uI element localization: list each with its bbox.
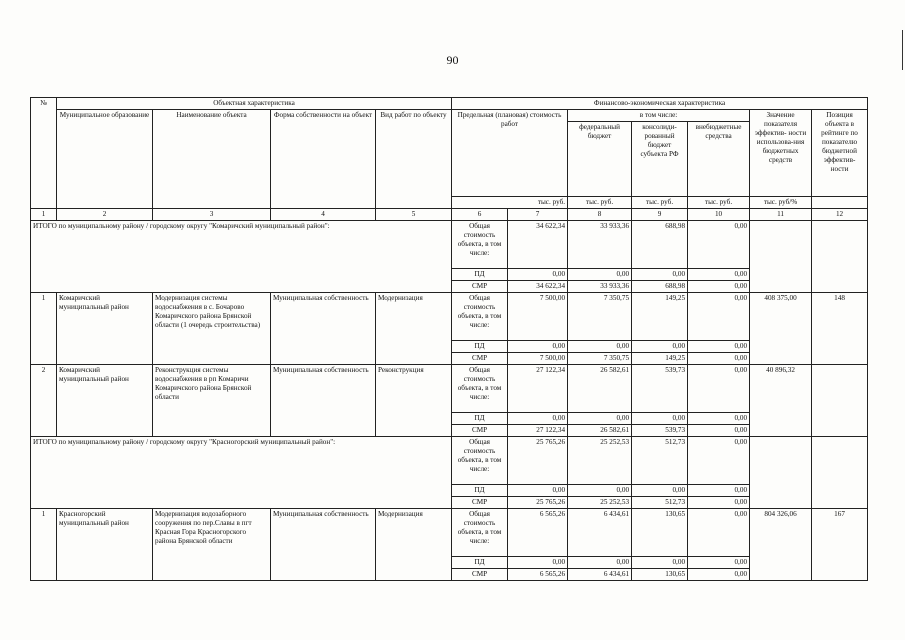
pd-label: ПД bbox=[452, 557, 508, 569]
header-rating: Позиция объекта в рейтинге по показателю бюджетной эффектив- ности bbox=[812, 110, 868, 197]
header-object-characteristics: Объектная характеристика bbox=[57, 98, 452, 110]
amount-cell: 0,00 bbox=[632, 341, 688, 353]
table-row bbox=[31, 365, 868, 413]
amount-cell: 130,65 bbox=[632, 509, 688, 557]
amount-cell: 0,00 bbox=[508, 341, 568, 353]
object-work-type: Реконструкция bbox=[376, 365, 452, 437]
table-row bbox=[31, 437, 868, 485]
header-financial-characteristics: Финансово-экономическая характеристика bbox=[452, 98, 868, 110]
object-number: 1 bbox=[31, 293, 57, 365]
rating-value: 148 bbox=[812, 293, 868, 365]
unit-limit-cost: тыс. руб. bbox=[452, 197, 568, 209]
group-total-label: ИТОГО по муниципальному району / городскому округу "Красногорский муниципальный район": bbox=[31, 437, 452, 509]
col-number: 10 bbox=[688, 209, 750, 221]
amount-cell: 0,00 bbox=[632, 413, 688, 425]
object-municipality: Красногорский муниципальный район bbox=[57, 509, 153, 581]
amount-cell: 26 582,61 bbox=[568, 425, 632, 437]
col-number: 3 bbox=[153, 209, 271, 221]
amount-cell: 0,00 bbox=[632, 269, 688, 281]
header-limit-cost: Предельная (плановая) стоимость работ bbox=[452, 110, 568, 197]
col-number: 6 bbox=[452, 209, 508, 221]
object-number: 1 bbox=[31, 509, 57, 581]
amount-cell: 0,00 bbox=[568, 485, 632, 497]
table-row bbox=[31, 293, 868, 341]
total-cost-label: Общая стоимость объекта, в том числе: bbox=[452, 509, 508, 557]
amount-cell: 0,00 bbox=[688, 497, 750, 509]
amount-cell: 0,00 bbox=[508, 413, 568, 425]
object-work-type: Модернизация bbox=[376, 293, 452, 365]
smr-label: СМР bbox=[452, 353, 508, 365]
table-row bbox=[31, 509, 868, 557]
group-total-label: ИТОГО по муниципальному району / городскому округу "Комаричский муниципальный район": bbox=[31, 221, 452, 293]
amount-cell: 7 350,75 bbox=[568, 293, 632, 341]
rating-cell bbox=[812, 221, 868, 293]
col-number: 8 bbox=[568, 209, 632, 221]
efficiency-value: 408 375,00 bbox=[750, 293, 812, 365]
amount-cell: 7 500,00 bbox=[508, 353, 568, 365]
amount-cell: 130,65 bbox=[632, 569, 688, 581]
amount-cell: 149,25 bbox=[632, 353, 688, 365]
header-num: № bbox=[31, 98, 57, 209]
efficiency-cell bbox=[750, 437, 812, 509]
pd-label: ПД bbox=[452, 341, 508, 353]
smr-label: СМР bbox=[452, 281, 508, 293]
header-efficiency: Значение показателя эффектив- ности использова-ния бюджетных средств bbox=[750, 110, 812, 197]
amount-cell: 0,00 bbox=[688, 509, 750, 557]
amount-cell: 7 350,75 bbox=[568, 353, 632, 365]
unit-extrabudget: тыс. руб. bbox=[688, 197, 750, 209]
unit-efficiency: тыс. руб/% bbox=[750, 197, 812, 209]
amount-cell: 34 622,34 bbox=[508, 281, 568, 293]
amount-cell: 27 122,34 bbox=[508, 425, 568, 437]
amount-cell: 512,73 bbox=[632, 437, 688, 485]
amount-cell: 0,00 bbox=[688, 425, 750, 437]
col-number: 5 bbox=[376, 209, 452, 221]
smr-label: СМР bbox=[452, 497, 508, 509]
header-federal: федеральный бюджет bbox=[568, 122, 632, 197]
amount-cell: 0,00 bbox=[688, 293, 750, 341]
pd-label: ПД bbox=[452, 413, 508, 425]
amount-cell: 33 933,36 bbox=[568, 221, 632, 269]
amount-cell: 0,00 bbox=[568, 269, 632, 281]
amount-cell: 0,00 bbox=[688, 557, 750, 569]
pd-label: ПД bbox=[452, 269, 508, 281]
amount-cell: 0,00 bbox=[508, 557, 568, 569]
page-number: 90 bbox=[446, 53, 459, 67]
amount-cell: 0,00 bbox=[688, 569, 750, 581]
col-number: 9 bbox=[632, 209, 688, 221]
amount-cell: 26 582,61 bbox=[568, 365, 632, 413]
amount-cell: 0,00 bbox=[688, 341, 750, 353]
header-including: в том числе: bbox=[568, 110, 750, 122]
header-consolidated: консолиди- рованный бюджет субъекта РФ bbox=[632, 122, 688, 197]
unit-rating-empty bbox=[812, 197, 868, 209]
amount-cell: 0,00 bbox=[688, 485, 750, 497]
amount-cell: 688,98 bbox=[632, 221, 688, 269]
table-row bbox=[31, 221, 868, 269]
object-work-type: Модернизация bbox=[376, 509, 452, 581]
total-cost-label: Общая стоимость объекта, в том числе: bbox=[452, 293, 508, 341]
object-municipality: Комаричский муниципальный район bbox=[57, 365, 153, 437]
object-name: Модернизация системы водоснабжения в с. Бочарово Комаричского района Брянской области (1 очередь строительства) bbox=[153, 293, 271, 365]
efficiency-value: 804 326,06 bbox=[750, 509, 812, 581]
amount-cell: 6 565,26 bbox=[508, 509, 568, 557]
amount-cell: 0,00 bbox=[632, 557, 688, 569]
margin-rule bbox=[902, 30, 903, 70]
object-ownership: Муниципальная собственность bbox=[271, 293, 376, 365]
amount-cell: 25 765,26 bbox=[508, 437, 568, 485]
header-work-type: Вид работ по объекту bbox=[376, 110, 452, 209]
amount-cell: 0,00 bbox=[568, 413, 632, 425]
total-cost-label: Общая стоимость объекта, в том числе: bbox=[452, 365, 508, 413]
amount-cell: 149,25 bbox=[632, 293, 688, 341]
header-ownership: Форма собственности на объект bbox=[271, 110, 376, 209]
unit-consolidated: тыс. руб. bbox=[632, 197, 688, 209]
object-name: Модернизация водозаборного сооружения по пер.Славы в пгт Красная Гора Красногорского района Брянской области bbox=[153, 509, 271, 581]
header-municipality: Муниципальное образование bbox=[57, 110, 153, 209]
col-number: 1 bbox=[31, 209, 57, 221]
amount-cell: 25 252,53 bbox=[568, 437, 632, 485]
efficiency-cell bbox=[750, 221, 812, 293]
amount-cell: 512,73 bbox=[632, 497, 688, 509]
amount-cell: 539,73 bbox=[632, 365, 688, 413]
budget-efficiency-table bbox=[30, 97, 868, 581]
amount-cell: 0,00 bbox=[508, 485, 568, 497]
efficiency-value: 40 896,32 bbox=[750, 365, 812, 437]
header-object-name: Наименование объекта bbox=[153, 110, 271, 209]
amount-cell: 34 622,34 bbox=[508, 221, 568, 269]
rating-cell bbox=[812, 437, 868, 509]
amount-cell: 0,00 bbox=[688, 353, 750, 365]
amount-cell: 25 765,26 bbox=[508, 497, 568, 509]
rating-value: 167 bbox=[812, 509, 868, 581]
amount-cell: 0,00 bbox=[632, 485, 688, 497]
amount-cell: 0,00 bbox=[568, 557, 632, 569]
rating-value bbox=[812, 365, 868, 437]
object-ownership: Муниципальная собственность bbox=[271, 365, 376, 437]
amount-cell: 0,00 bbox=[688, 365, 750, 413]
amount-cell: 7 500,00 bbox=[508, 293, 568, 341]
col-number: 2 bbox=[57, 209, 153, 221]
amount-cell: 0,00 bbox=[688, 269, 750, 281]
total-cost-label: Общая стоимость объекта, в том числе: bbox=[452, 437, 508, 485]
amount-cell: 688,98 bbox=[632, 281, 688, 293]
header-extrabudget: внебюджетные средства bbox=[688, 122, 750, 197]
amount-cell: 27 122,34 bbox=[508, 365, 568, 413]
amount-cell: 0,00 bbox=[508, 269, 568, 281]
amount-cell: 6 434,61 bbox=[568, 509, 632, 557]
unit-federal: тыс. руб. bbox=[568, 197, 632, 209]
amount-cell: 0,00 bbox=[688, 437, 750, 485]
amount-cell: 6 565,26 bbox=[508, 569, 568, 581]
amount-cell: 25 252,53 bbox=[568, 497, 632, 509]
amount-cell: 539,73 bbox=[632, 425, 688, 437]
col-number: 4 bbox=[271, 209, 376, 221]
col-number: 11 bbox=[750, 209, 812, 221]
amount-cell: 0,00 bbox=[568, 341, 632, 353]
object-municipality: Комаричский муниципальный район bbox=[57, 293, 153, 365]
amount-cell: 0,00 bbox=[688, 413, 750, 425]
col-number: 7 bbox=[508, 209, 568, 221]
object-number: 2 bbox=[31, 365, 57, 437]
pd-label: ПД bbox=[452, 485, 508, 497]
object-name: Реконструкция системы водоснабжения в рп Комаричи Комаричского района Брянской области bbox=[153, 365, 271, 437]
col-number: 12 bbox=[812, 209, 868, 221]
amount-cell: 33 933,36 bbox=[568, 281, 632, 293]
total-cost-label: Общая стоимость объекта, в том числе: bbox=[452, 221, 508, 269]
smr-label: СМР bbox=[452, 425, 508, 437]
amount-cell: 6 434,61 bbox=[568, 569, 632, 581]
object-ownership: Муниципальная собственность bbox=[271, 509, 376, 581]
amount-cell: 0,00 bbox=[688, 221, 750, 269]
smr-label: СМР bbox=[452, 569, 508, 581]
amount-cell: 0,00 bbox=[688, 281, 750, 293]
